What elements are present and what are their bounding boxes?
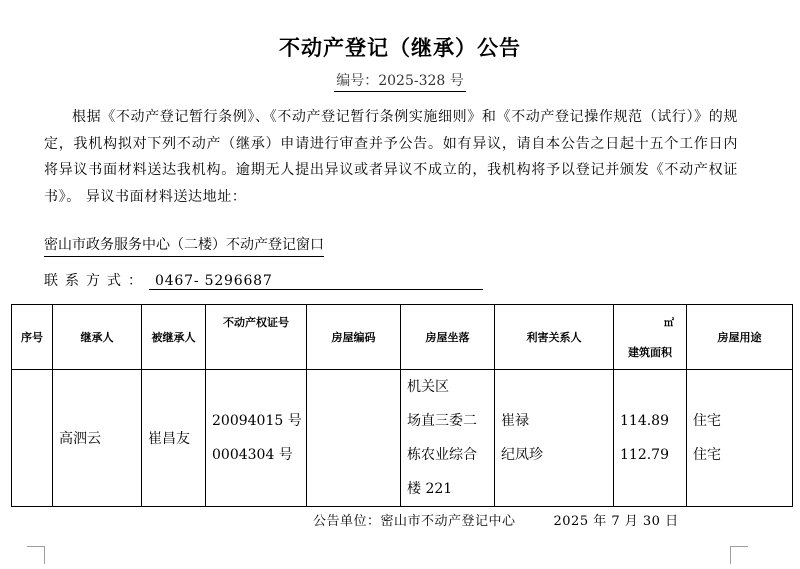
issuing-unit: 公告单位：密山市不动产登记中心 [313,514,516,529]
contact-phone: 0467- 5296687 [149,273,483,290]
notice-number-text: 编号：2025-328 号 [334,73,466,92]
notice-number [0,70,800,90]
cell-interested [495,370,614,507]
cell-house-code [307,370,401,507]
crop-mark-right [730,546,748,564]
cell-usage [687,370,793,507]
notice-body: 根据《不动产登记暂行条例》、《不动产登记暂行条例实施细则》和《不动产登记操作规范（试行）》的规定，我机构拟对下列不动产（继承）申请进行审查并予公告。如有异议，请自本公告之日起十五个工作日内将异议书面材料送达我机构。逾期无人提出异议或者异议不成立的，我机构将予以登记并颁发《不动产权证书》。 异议书面材料送达地址： [44,109,738,205]
cell-heir: 高泗云 [53,370,142,507]
location-line: 栋农业综合 [407,447,477,463]
interested-line: 纪凤珍 [501,447,543,463]
cell-area [614,370,687,507]
header-location: 房屋坐落 [401,305,495,370]
header-house-code: 房屋编码 [307,305,401,370]
location-line: 楼 221 [407,481,453,497]
contact-label: 联系方式： [44,273,149,289]
area-line: 112.79 [620,447,669,463]
header-interested: 利害关系人 [495,305,614,370]
header-cert-no: 不动产权证号 [206,305,307,370]
cert-no-line: 20094015 号 [212,413,302,429]
cert-no-line: 0004304 号 [212,447,293,463]
area-label: 建筑面积 [628,346,672,359]
header-seq: 序号 [12,305,53,370]
notice-title: 不动产登记（继承）公告 [279,35,521,60]
usage-line: 住宅 [693,413,721,429]
header-area [614,305,687,370]
area-line: 114.89 [620,413,669,429]
contact-line [44,270,483,290]
header-heir: 继承人 [53,305,142,370]
cell-seq [12,370,53,507]
usage-line: 住宅 [693,447,721,463]
location-line: 场直三委二 [407,413,477,429]
notice-footer [313,510,679,529]
cell-decedent: 崔昌友 [142,370,206,507]
interested-line: 崔禄 [501,413,529,429]
header-decedent: 被继承人 [142,305,206,370]
location-line: 机关区 [407,379,449,395]
table-row [12,370,793,507]
submission-address: 密山市政务服务中心（二楼）不动产登记窗口 [44,234,324,257]
issue-date: 2025 年 7 月 30 日 [553,514,679,529]
cell-location [401,370,495,507]
property-table [11,304,793,507]
area-unit: ㎡ [664,318,674,329]
header-usage: 房屋用途 [687,305,793,370]
crop-mark-left [27,546,45,564]
table-header-row [12,305,793,370]
cell-cert-no [206,370,307,507]
